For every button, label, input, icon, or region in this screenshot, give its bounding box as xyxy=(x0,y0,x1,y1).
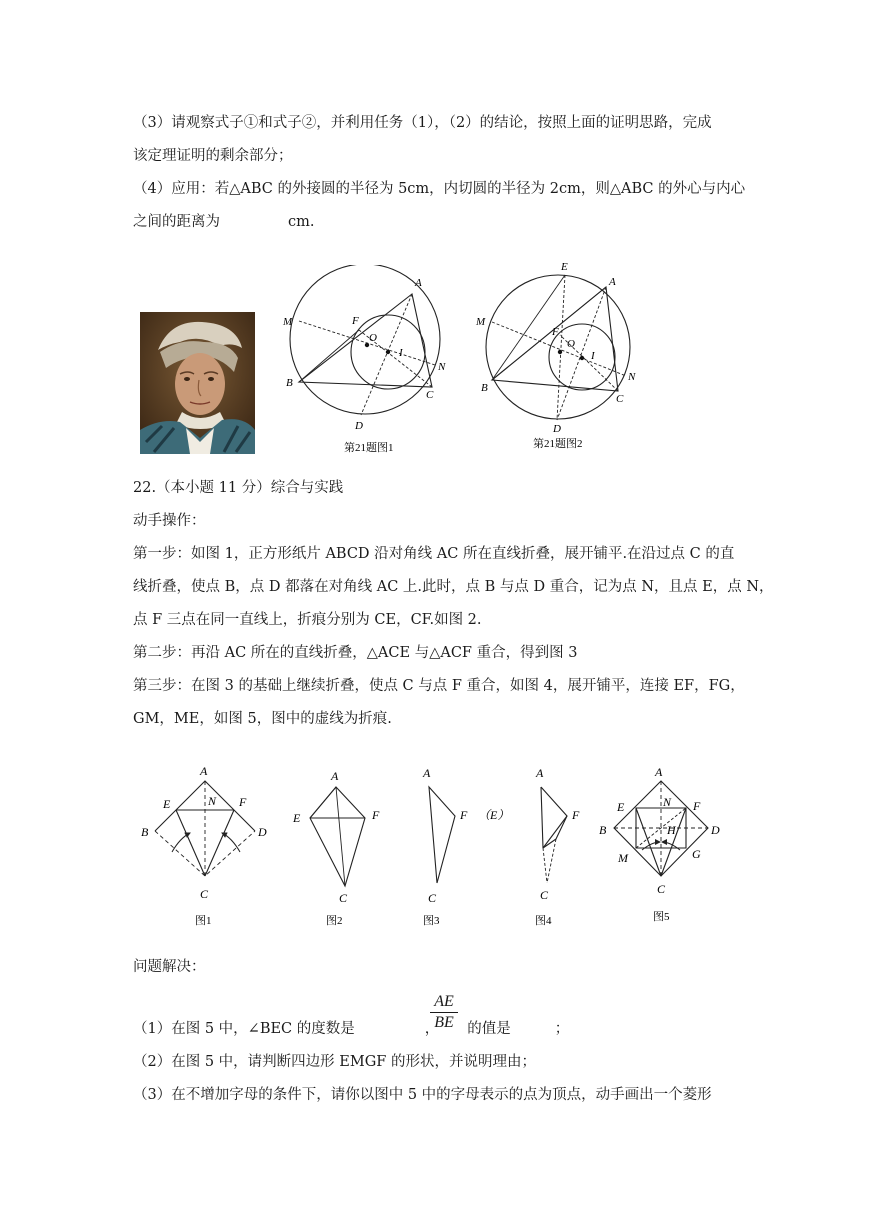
text-step1-line3: 点 F 三点在同一直线上，折痕分别为 CE，CF.如图 2. xyxy=(133,612,482,628)
label-n: N xyxy=(208,794,217,808)
text-q21-part4-line2 xyxy=(133,212,314,232)
label-a: A xyxy=(655,765,663,779)
text-step1-line1: 第一步：如图 1，正方形纸片 ABCD 沿对角线 AC 所在直线折叠，展开铺平.在沿过点 C 的直 xyxy=(133,546,735,562)
label-e: E xyxy=(293,811,301,825)
folding-figures xyxy=(130,755,730,935)
label-b: B xyxy=(141,825,149,839)
text-step3-line2: GM，ME，如图 5，图中的虚线为折痕. xyxy=(133,711,392,727)
text-q21-part3-line2: 该定理证明的剩余部分； xyxy=(133,148,293,164)
text-q21-part4-line1: （4）应用：若△ABC 的外接圆的半径为 5cm，内切圆的半径为 2cm，则△ABC 的外心与内心 xyxy=(133,181,746,197)
label-f: F xyxy=(572,808,580,822)
label-c: C xyxy=(428,891,437,905)
label-c: C xyxy=(339,891,348,905)
label-e: E xyxy=(163,797,171,811)
caption-fig21-1: 第21题图1 xyxy=(344,442,394,454)
label-a: A xyxy=(331,769,339,783)
label-d: D xyxy=(258,825,267,839)
label-b: B xyxy=(286,377,293,389)
text-problem-solving: 问题解决： xyxy=(133,959,206,975)
text-q22-part1 xyxy=(133,1019,569,1039)
label-h: H xyxy=(667,823,676,837)
caption-fig1: 图1 xyxy=(195,915,212,927)
figure-4 xyxy=(535,766,580,927)
text-q22-part3: （3）在不增加字母的条件下，请你以图中 5 中的字母表示的点为顶点，动手画出一个菱形 xyxy=(133,1087,712,1103)
label-i: I xyxy=(399,347,403,359)
label-f: F xyxy=(352,315,359,327)
label-n: N xyxy=(663,795,672,809)
label-c: C xyxy=(616,393,624,405)
text-distance-label: 之间的距离为 xyxy=(133,214,220,230)
caption-fig21-2: 第21题图2 xyxy=(533,438,583,450)
text-step2: 第二步：再沿 AC 所在的直线折叠，△ACE 与△ACF 重合，得到图 3 xyxy=(133,645,578,661)
label-d: D xyxy=(553,423,561,435)
caption-fig2: 图2 xyxy=(326,915,343,927)
text-q22-part2: （2）在图 5 中，请判断四边形 EMGF 的形状，并说明理由； xyxy=(133,1054,536,1070)
label-a: A xyxy=(200,764,208,778)
text-q1-end: ； xyxy=(554,1021,570,1037)
text-q1-comma: ， xyxy=(424,1021,440,1037)
caption-fig3: 图3 xyxy=(423,915,440,927)
label-b: B xyxy=(599,823,607,837)
figure-3 xyxy=(422,766,509,927)
caption-fig5: 图5 xyxy=(653,911,670,923)
text-step3-line1: 第三步：在图 3 的基础上继续折叠，使点 C 与点 F 重合，如图 4，展开铺平，连接 EF，FG， xyxy=(133,678,745,694)
label-m: M xyxy=(618,851,628,865)
figure-2 xyxy=(292,769,380,927)
fraction-denominator: BE xyxy=(434,1014,454,1031)
text-q22-title: 22.（本小题 11 分）综合与实践 xyxy=(133,480,344,496)
label-m: M xyxy=(283,316,293,328)
figure-1 xyxy=(141,764,267,927)
label-e: E xyxy=(617,800,625,814)
label-c: C xyxy=(657,882,666,896)
label-e: E xyxy=(561,261,568,273)
label-a: A xyxy=(609,276,616,288)
label-i: I xyxy=(591,350,595,362)
figure-5 xyxy=(599,765,720,923)
label-a: A xyxy=(536,766,544,780)
text-q1-ratio: 的值是 xyxy=(467,1021,511,1037)
label-g: G xyxy=(692,847,701,861)
figure-21-2 xyxy=(470,255,640,455)
label-f: F xyxy=(693,799,701,813)
label-o: O xyxy=(369,332,377,344)
label-o: O xyxy=(567,338,575,350)
label-m: M xyxy=(476,316,486,328)
label-a: A xyxy=(423,766,431,780)
text-unit: cm. xyxy=(288,214,315,230)
label-d: D xyxy=(711,823,720,837)
label-d: D xyxy=(355,420,363,432)
label-f: F xyxy=(239,795,247,809)
label-n: N xyxy=(628,371,636,383)
label-c: C xyxy=(200,887,209,901)
fraction-ae-be xyxy=(430,993,458,1032)
label-b: B xyxy=(481,382,488,394)
label-a: A xyxy=(415,277,422,289)
caption-fig4: 图4 xyxy=(535,915,552,927)
text-hands-on: 动手操作： xyxy=(133,513,206,529)
figure-21-1 xyxy=(280,265,452,457)
text-step1-line2: 线折叠，使点 B，点 D 都落在对角线 AC 上.此时，点 B 与点 D 重合，记为点 N，且点 E，点 N， xyxy=(133,579,774,595)
label-c: C xyxy=(426,389,434,401)
label-e-paren: （E） xyxy=(478,808,510,822)
text-q21-part3-line1: （3）请观察式子①和式子②，并利用任务（1），（2）的结论，按照上面的证明思路，完成 xyxy=(133,115,712,131)
triangle-abc xyxy=(299,294,432,387)
fraction-numerator: AE xyxy=(434,993,454,1010)
label-f: F xyxy=(552,326,559,338)
label-f: F xyxy=(460,808,468,822)
text-q1-angle: （1）在图 5 中，∠BEC 的度数是 xyxy=(133,1021,355,1037)
label-c: C xyxy=(540,888,549,902)
label-f: F xyxy=(372,808,380,822)
portrait-image xyxy=(140,312,255,454)
label-n: N xyxy=(438,361,446,373)
